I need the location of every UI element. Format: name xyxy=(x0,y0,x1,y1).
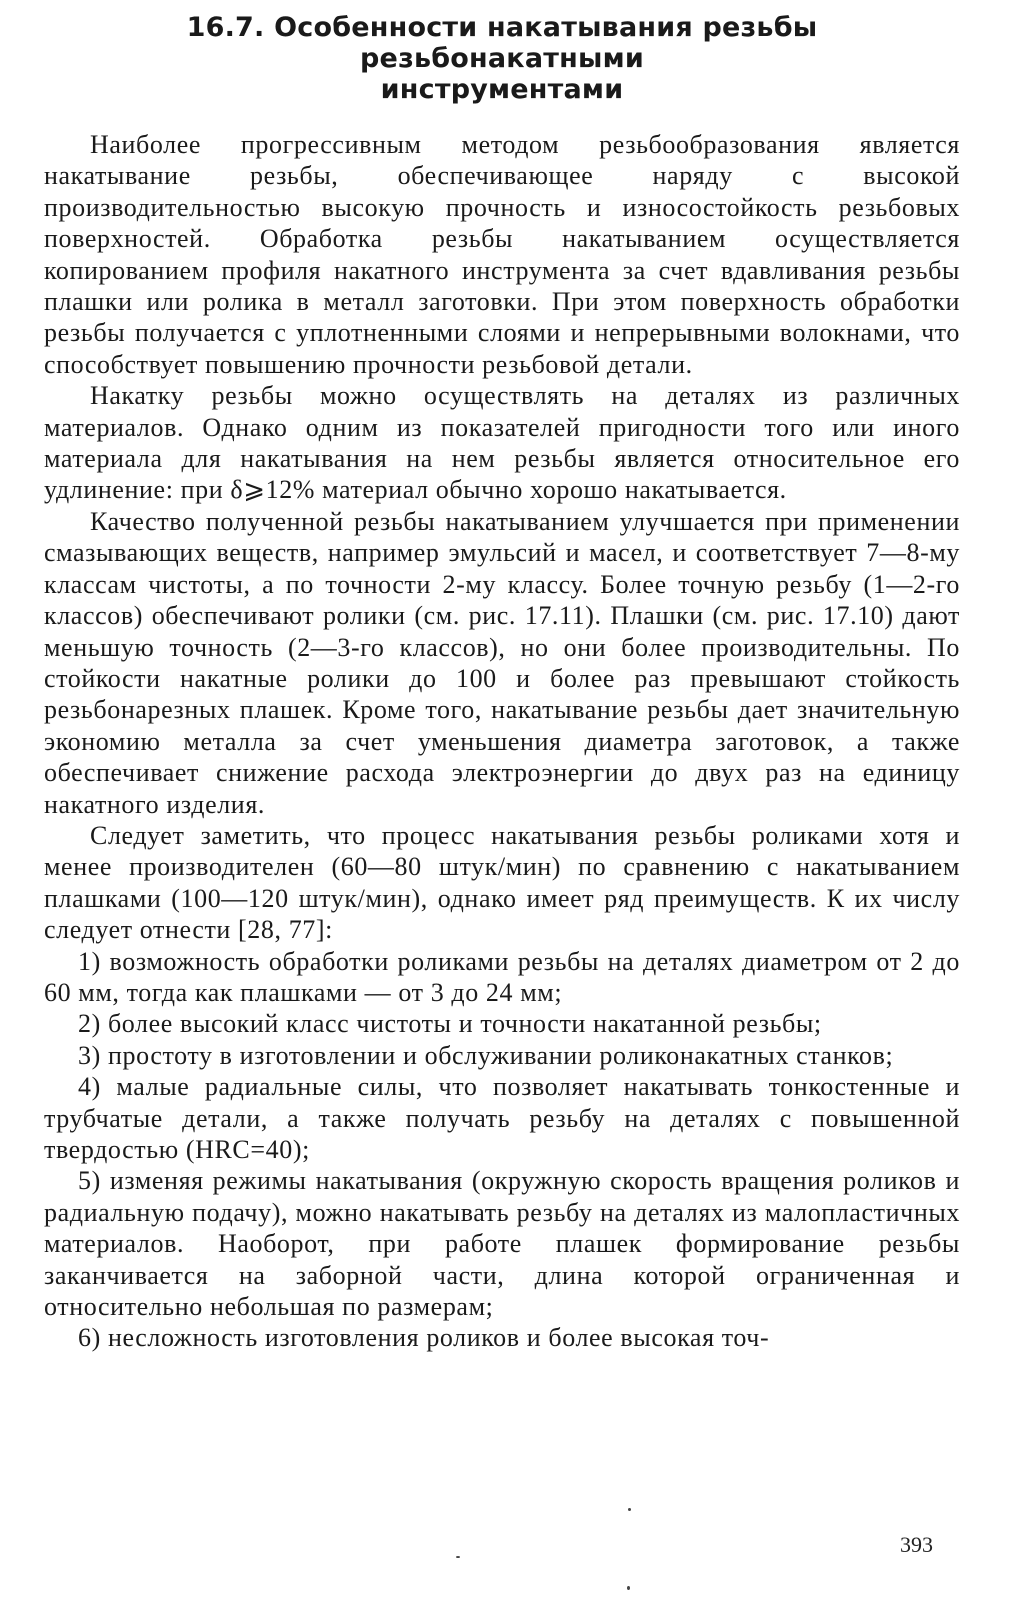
paragraph-materials: Накатку резьбы можно осуществлять на деталях из различных материалов. Однако одним из показателей пригодности того или иного материала для накатывания на нем резьбы является относительное его удлинение: при δ⩾12% материал обычно хорошо накатывается. xyxy=(44,381,960,505)
section-heading-line-1: 16.7. Особенности накатывания резьбы резьбонакатными xyxy=(186,12,818,74)
list-item: 3) простоту в изготовлении и обслуживании роликонакатных станков; xyxy=(78,1040,894,1070)
page-number: 393 xyxy=(900,1532,933,1557)
list-item: 4) малые радиальные силы, что позволяет накатывать тонкостенные и трубчатые детали, а также получать резьбу на деталях с повышенной твердостью (HRC=40); xyxy=(44,1072,960,1164)
list-item: 2) более высокий класс чистоты и точности накатанной резьбы; xyxy=(78,1009,822,1039)
paragraph-quality: Качество полученной резьбы накатыванием улучшается при применении смазывающих веществ, например эмульсий и масел, и соответствует 7—8-му классам чистоты, а по точности 2-му классу. Более точную резьбу (1—2-го классов) обеспечивают ролики (см. рис. 17.11). Плашки (см. рис. 17.10) дают меньшую точность (2—3-го классов), но они более производительны. По стойкости накатные ролики до 100 и более раз превышают стойкость резьбонарезных плашек. Кроме того, накатывание резьбы дает значительную экономию металла за счет уменьшения диаметра заготовок, а также обеспечивает снижение расхода электроэнергии до двух раз на единицу накатного изделия. xyxy=(44,506,960,819)
body-text xyxy=(44,129,960,1354)
scan-speck xyxy=(628,1508,631,1511)
list-item: 1) возможность обработки роликами резьбы на деталях диаметром от 2 до 60 мм, тогда как плашками — от 3 до 24 мм; xyxy=(44,946,960,1007)
section-heading xyxy=(44,12,960,105)
paragraph-rolling-method: Наиболее прогрессивным методом резьбообразования является накатывание резьбы, обеспечивающее наряду с высокой производительностью высокую прочность и износостойкость резьбовых поверхностей. Обработка резьбы накатыванием осуществляется копированием профиля накатного инструмента за счет вдавливания резьбы плашки или ролика в металл заготовки. При этом поверхность обработки резьбы получается с уплотненными слоями и непрерывными волокнами, что способствует повышению прочности резьбовой детали. xyxy=(44,130,960,379)
scan-speck xyxy=(627,1586,630,1590)
book-page xyxy=(44,12,960,1354)
list-item: 5) изменяя режимы накатывания (окружную скорость вращения роликов и радиальную подачу), можно накатывать резьбу на деталях из малопластичных материалов. Наоборот, при работе плашек формирование резьбы заканчивается на заборной части, длина которой ограниченная и относительно небольшая по размерам; xyxy=(44,1166,960,1322)
paragraph-rollers-vs-dies: Следует заметить, что процесс накатывания резьбы роликами хотя и менее производителен (60—80 штук/мин) по сравнению с накатыванием плашками (100—120 штук/мин), однако имеет ряд преимуществ. К их числу следует отнести [28, 77]: xyxy=(44,820,960,945)
section-heading-line-2: инструментами xyxy=(380,74,624,105)
list-item: 6) несложность изготовления роликов и более высокая точ- xyxy=(78,1323,770,1353)
advantages-list xyxy=(44,946,960,1354)
scan-speck xyxy=(456,1556,460,1558)
